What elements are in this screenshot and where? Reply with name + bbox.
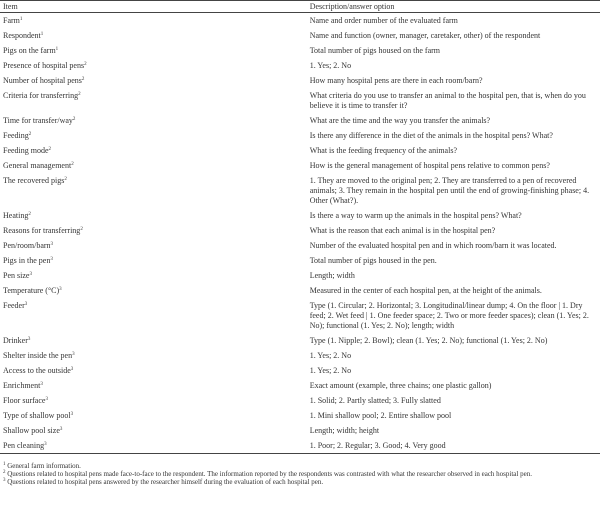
row-description: Measured in the center of each hospital pen, at the height of the animals.: [309, 286, 542, 295]
footnote-marker: 1: [55, 47, 59, 52]
footnote-number: 3: [3, 478, 6, 483]
row-description: Length; width; height: [309, 426, 380, 435]
footnote-marker: 2: [28, 132, 32, 137]
row-description: Type (1. Circular; 2. Horizontal; 3. Longitudinal/linear dump; 4. On the floor | 1. Dry feed; 2. Wet feed | 1. One feeder space; 2. Two or more feeder spaces); clean (1. Yes; 2. No); functional (1. Yes; 2. No); length; width: [309, 301, 589, 330]
row-item-label: Type of shallow pool: [3, 411, 71, 420]
table-row: [0, 173, 600, 208]
row-description: Total number of pigs housed on the farm: [309, 46, 441, 55]
footnote-marker: 3: [45, 397, 48, 402]
table-row: [0, 13, 600, 29]
row-item-label: Drinker: [3, 336, 28, 345]
row-item-cell: [0, 223, 296, 238]
row-description: What is the feeding frequency of the animals?: [309, 146, 457, 155]
row-item-label: Farm: [3, 16, 20, 25]
footnote-marker: 2: [28, 212, 31, 217]
footnote-text: Questions related to hospital pens answered by the researcher himself during the evaluation of each hospital pen.: [7, 478, 324, 486]
table-row: [0, 113, 600, 128]
footnote-marker: 3: [59, 427, 63, 432]
row-description: Name and order number of the evaluated farm: [309, 16, 458, 25]
table-row: [0, 223, 600, 238]
row-item-label: Feeding: [3, 131, 29, 140]
row-item-label: Number of hospital pens: [3, 76, 82, 85]
row-item-cell: [0, 348, 296, 363]
row-description: How many hospital pens are there in each room/barn?: [309, 76, 483, 85]
row-item-cell: [0, 363, 296, 378]
footnote-marker: 3: [27, 337, 31, 342]
row-description: Total number of pigs housed in the pen.: [309, 256, 437, 265]
footnote-marker: 3: [70, 412, 74, 417]
table-row: [0, 128, 600, 143]
footnote-marker: 3: [40, 382, 43, 387]
row-description: Type (1. Nipple; 2. Bowl); clean (1. Yes; 2. No); functional (1. Yes; 2. No): [309, 336, 548, 345]
row-item-label: Pigs on the farm: [3, 46, 56, 55]
table-row: [0, 363, 600, 378]
row-item-label: Pen/room/barn: [3, 241, 51, 250]
footnote-marker: 3: [50, 257, 53, 262]
header-description: Description/answer option: [296, 1, 600, 13]
table-row: [0, 43, 600, 58]
footnote-number: 1: [3, 462, 6, 467]
table-row: [0, 268, 600, 283]
row-description: Is there any difference in the diet of the animals in the hospital pens? What?: [309, 131, 553, 140]
table-row: [0, 88, 600, 113]
header-item: Item: [0, 1, 296, 13]
footnote-marker: 2: [80, 227, 83, 232]
footnote-marker: 3: [29, 272, 32, 277]
footnote-marker: 2: [72, 117, 76, 122]
table-row: [0, 253, 600, 268]
footnote-marker: 2: [71, 162, 74, 167]
table-header-row: [0, 1, 600, 13]
row-description: What is the reason that each animal is in the hospital pen?: [309, 226, 496, 235]
row-description: 1. Mini shallow pool; 2. Entire shallow pool: [309, 411, 452, 420]
table-row: [0, 333, 600, 348]
table-row: [0, 238, 600, 253]
row-item-label: Shallow pool size: [3, 426, 60, 435]
row-item-label: Pen size: [3, 271, 30, 280]
row-item-cell: [0, 143, 296, 158]
row-item-cell: [0, 438, 296, 454]
row-item-cell: [0, 238, 296, 253]
footnote: [3, 462, 598, 470]
row-item-cell: [0, 393, 296, 408]
row-item-label: Enrichment: [3, 381, 41, 390]
table-row: [0, 393, 600, 408]
row-item-label: Shelter inside the pen: [3, 351, 73, 360]
row-item-cell: [0, 128, 296, 143]
row-description: What are the time and the way you transfer the animals?: [309, 116, 491, 125]
row-item-cell: [0, 28, 296, 43]
row-item-cell: [0, 253, 296, 268]
footnote-marker: 1: [19, 17, 23, 22]
table-row: [0, 298, 600, 333]
footnote-marker: 3: [24, 302, 28, 307]
row-description: What criteria do you use to transfer an animal to the hospital pen, that is, when do you believe it is time to transfer it?: [309, 91, 586, 110]
row-item-label: Feeding mode: [3, 146, 49, 155]
row-item-cell: [0, 43, 296, 58]
row-description: 1. Yes; 2. No: [309, 351, 352, 360]
row-item-label: Presence of hospital pens: [3, 61, 85, 70]
row-item-label: Reasons for transferring: [3, 226, 81, 235]
row-item-cell: [0, 333, 296, 348]
row-item-cell: [0, 208, 296, 223]
footnote-number: 2: [3, 470, 6, 475]
table-row: [0, 348, 600, 363]
table-row: [0, 28, 600, 43]
row-item-cell: [0, 298, 296, 333]
row-description: 1. Solid; 2. Partly slatted; 3. Fully slatted: [309, 396, 441, 405]
table-row: [0, 208, 600, 223]
row-item-label: Pigs in the pen: [3, 256, 51, 265]
row-item-label: Access to the outside: [3, 366, 71, 375]
row-description: 1. Yes; 2. No: [309, 366, 352, 375]
footnote-marker: 3: [59, 287, 62, 292]
footnote-marker: 2: [81, 77, 85, 82]
row-description: Is there a way to warm up the animals in the hospital pens? What?: [309, 211, 522, 220]
table-row: [0, 143, 600, 158]
row-item-label: Temperature (°C): [3, 286, 60, 295]
footnote: [3, 478, 598, 486]
row-description: Exact amount (example, three chains; one plastic gallon): [309, 381, 492, 390]
row-description: 1. Yes; 2. No: [309, 61, 352, 70]
row-item-cell: [0, 113, 296, 128]
row-item-cell: [0, 88, 296, 113]
row-description: 1. Poor; 2. Regular; 3. Good; 4. Very good: [296, 438, 600, 454]
row-item-label: Respondent: [3, 31, 41, 40]
footnote-text: Questions related to hospital pens made face-to-face to the respondent. The information reported by the respondents was contrasted with what the researcher observed in each hospital pen.: [7, 470, 532, 478]
row-item-label: Pen cleaning: [3, 441, 45, 450]
row-item-label: The recovered pigs: [3, 176, 65, 185]
row-item-label: Heating: [3, 211, 29, 220]
footnote-marker: 3: [72, 352, 75, 357]
footnote-marker: 3: [44, 442, 47, 447]
footnote-marker: 3: [70, 367, 74, 372]
row-description: Length; width: [309, 271, 355, 280]
row-item-label: Floor surface: [3, 396, 46, 405]
table-row: [0, 73, 600, 88]
row-item-label: Criteria for transferring: [3, 91, 79, 100]
table-row: [0, 438, 600, 454]
row-item-cell: [0, 268, 296, 283]
footnote: [3, 470, 598, 478]
footnote-marker: 2: [48, 147, 52, 152]
table-body: [0, 13, 600, 454]
table-row: [0, 283, 600, 298]
row-item-cell: [0, 158, 296, 173]
row-description: Name and function (owner, manager, caretaker, other) of the respondent: [309, 31, 541, 40]
table-footnotes: [3, 462, 598, 486]
row-item-label: Feeder: [3, 301, 25, 310]
footnote-marker: 2: [78, 92, 81, 97]
row-item-cell: [0, 283, 296, 298]
row-item-cell: [0, 408, 296, 423]
row-description: How is the general management of hospital pens relative to common pens?: [309, 161, 550, 170]
row-description: 1. They are moved to the original pen; 2. They are transferred to a pen of recovered animals; 3. They remain in the hospital pen until the end of growing-finishing phase; 4. Other (What?).: [309, 176, 590, 205]
footnote-marker: 1: [40, 32, 44, 37]
table-row: [0, 423, 600, 438]
row-item-cell: [0, 58, 296, 73]
row-item-cell: [0, 173, 296, 208]
row-description: Number of the evaluated hospital pen and in which room/barn it was located.: [309, 241, 557, 250]
row-item-cell: [0, 73, 296, 88]
row-item-label: General management: [3, 161, 72, 170]
footnote-text: General farm information.: [7, 462, 81, 470]
table-row: [0, 378, 600, 393]
table-row: [0, 158, 600, 173]
row-item-label: Time for transfer/way: [3, 116, 73, 125]
row-item-cell: [0, 13, 296, 29]
footnote-marker: 3: [50, 242, 54, 247]
footnote-marker: 2: [64, 177, 67, 182]
footnote-marker: 2: [84, 62, 87, 67]
table-row: [0, 408, 600, 423]
row-item-cell: [0, 378, 296, 393]
table-row: [0, 58, 600, 73]
row-item-cell: [0, 423, 296, 438]
